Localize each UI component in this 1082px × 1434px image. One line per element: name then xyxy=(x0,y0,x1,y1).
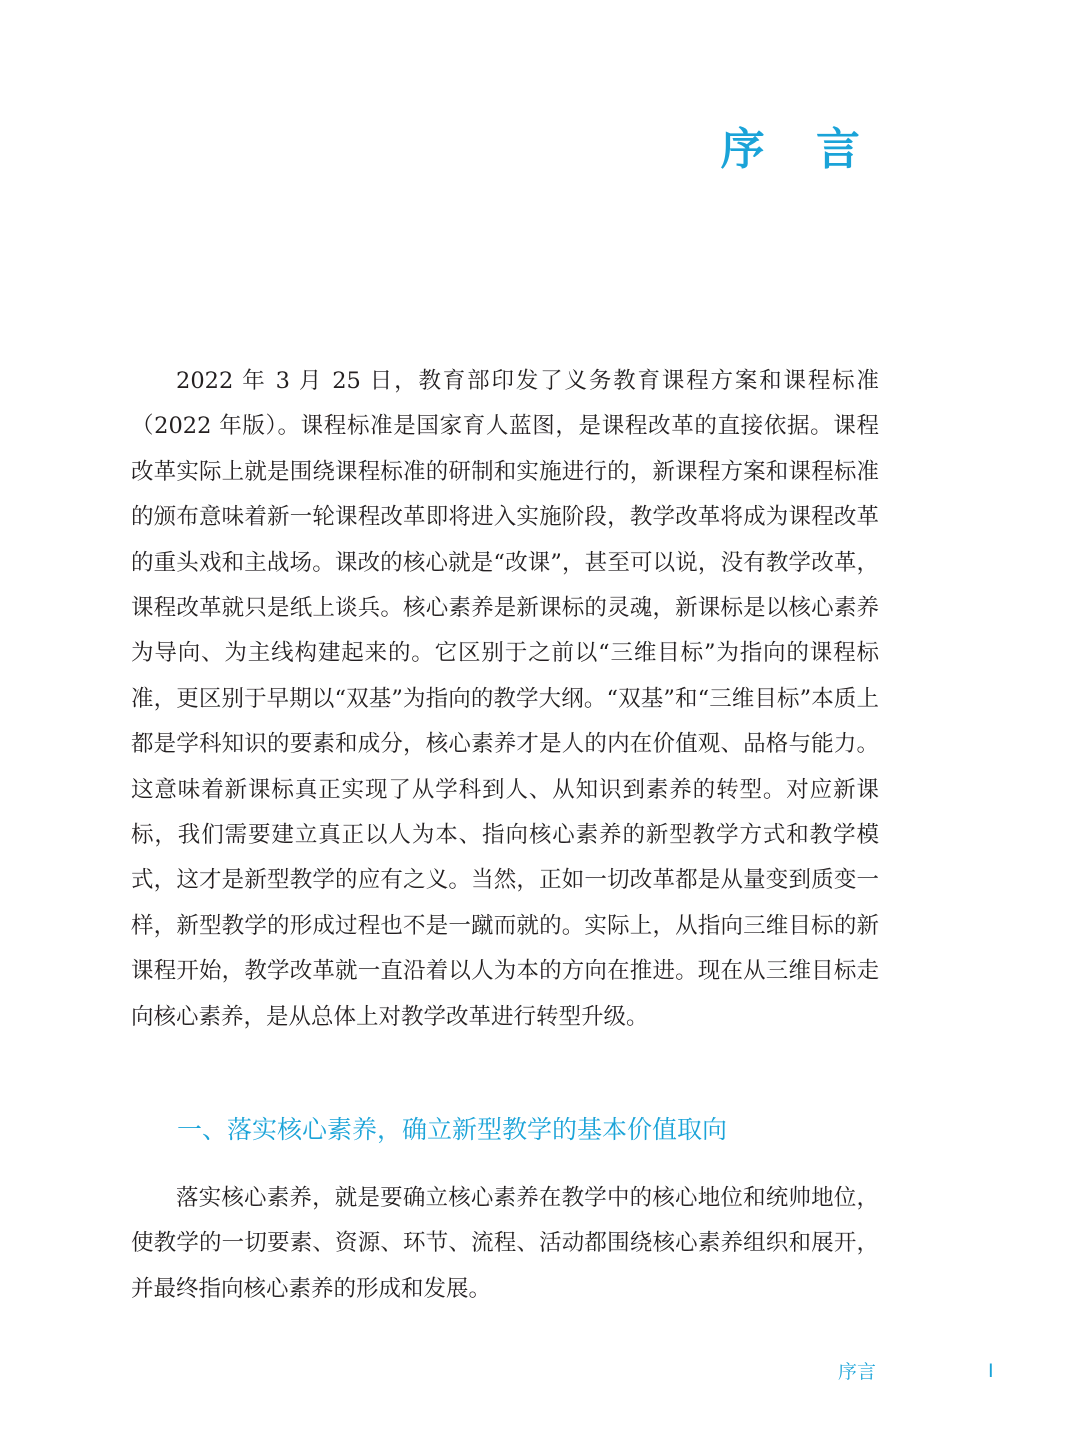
page-title: 序 言 xyxy=(720,124,878,175)
page-number: I xyxy=(988,1360,994,1382)
running-footer-label: 序言 xyxy=(838,1361,877,1383)
body-paragraph: 落实核心素养，就是要确立核心素养在教学中的核心地位和统帅地位，使教学的一切要素、资源、环节、流程、活动都围绕核心素养组织和展开，并最终指向核心素养的形成和发展。 xyxy=(131,1185,879,1302)
section-heading: 一、落实核心素养，确立新型教学的基本价值取向 xyxy=(177,1115,728,1144)
body-paragraph: 2022 年 3 月 25 日，教育部印发了义务教育课程方案和课程标准（2022 年版）。课程标准是国家育人蓝图，是课程改革的直接依据。课程改革实际上就是围绕课程标准的研制和实施进行的，新课程方案和课程标准的颁布意味着新一轮课程改革即将进入实施阶段，教学改革将成为课程改革的重头戏和主战场。课改的核心就是“改课”，甚至可以说，没有教学改革，课程改革就只是纸上谈兵。核心素养是新课标的灵魂，新课标是以核心素养为导向、为主线构建起来的。它区别于之前以“三维目标”为指向的课程标准，更区别于早期以“双基”为指向的教学大纲。“双基”和“三维目标”本质上都是学科知识的要素和成分，核心素养才是人的内在价值观、品格与能力。这意味着新课标真正实现了从学科到人、从知识到素养的转型。对应新课标，我们需要建立真正以人为本、指向核心素养的新型教学方式和教学模式，这才是新型教学的应有之义。当然，正如一切改革都是从量变到质变一样，新型教学的形成过程也不是一蹴而就的。实际上，从指向三维目标的新课程开始，教学改革就一直沿着以人为本的方向在推进。现在从三维目标走向核心素养，是从总体上对教学改革进行转型升级。 xyxy=(131,368,879,1030)
